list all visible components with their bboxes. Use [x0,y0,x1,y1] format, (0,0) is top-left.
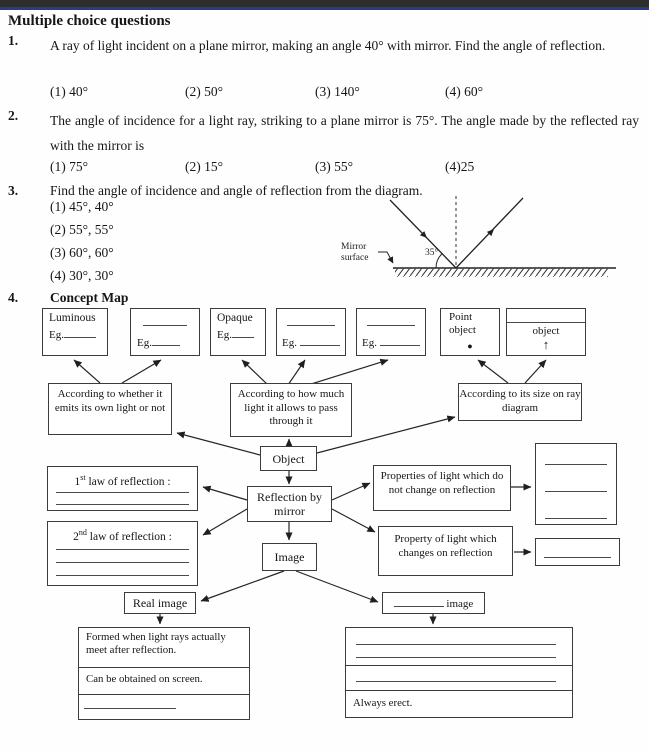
fill-in-line [356,681,556,682]
fill-in-line [545,464,607,465]
option: (4) 60° [445,84,484,99]
object-node: Object [260,446,317,471]
angle-label: 35° [425,248,439,258]
law-number: 1 [74,475,81,488]
mirror-surface-label: surface [341,253,369,263]
law-number: 2 [73,530,79,543]
second-law-box [47,521,198,586]
real-image-note: Formed when light rays actually meet after reflection. [78,627,250,668]
fill-in-line [143,325,187,326]
fill-in-line [367,325,415,326]
criterion-box-own-light: According to whether it emits its own light or not [48,383,172,435]
eg-label: Eg. [49,329,64,341]
virtual-image-note: Always erect. [345,691,573,718]
fill-in-line [507,322,585,323]
reflection-by-mirror-node: Reflection by mirror [247,486,332,522]
option: (4)25 [445,159,475,174]
box-title: Opaque [217,312,253,324]
option: (2) 50° [185,84,224,99]
law-label: law of reflection : [85,475,171,488]
fill-in-line [84,708,176,709]
fill-in-line [544,557,611,558]
concept-map [0,303,649,753]
fill-in-line [56,562,189,563]
classification-box-point-object [440,308,500,356]
eg-label: Eg. [137,337,152,349]
law-label: law of reflection : [86,530,172,543]
mirror-surface-label: Mirror [341,242,367,252]
fill-in-blank [152,336,180,346]
option: (2) 55°, 55° [50,222,114,237]
first-law-box [47,466,198,511]
fill-in-line [545,491,607,492]
real-image-facts [78,627,250,720]
label-pointer [378,252,393,263]
law-ordinal: nd [78,528,87,537]
real-image-blank-row [78,695,250,720]
classification-box-blank-3 [356,308,426,356]
box-title: Luminous [49,312,96,324]
question-text: The angle of incidence for a light ray, striking to a plane mirror is 75°. The angle made by the reflected ray with the mirror is [50,113,639,153]
options-row [50,84,639,108]
fill-in-line [356,644,556,645]
options-row [50,159,639,183]
option: (1) 75° [50,159,89,174]
fill-in-blank [232,328,254,338]
question-text: A ray of light incident on a plane mirror, making an angle 40° with mirror. Find the angle of reflection. [50,38,606,53]
criterion-box-size: According to its size on ray diagram [458,383,582,421]
eg-label: Eg. [362,337,377,349]
changed-answer-box [535,538,620,566]
classification-box-blank-1 [130,308,200,356]
classification-box-extended-object [506,308,586,356]
virtual-image-facts [345,627,573,718]
fill-in-blank [380,336,420,346]
real-image-node: Real image [124,592,196,614]
fill-in-blank [64,328,96,338]
option: (3) 55° [315,159,354,174]
box-title: Point object [449,311,476,336]
unchanged-answers-box [535,443,617,525]
fill-in-blank [300,336,340,346]
blank-image-node [382,592,485,614]
fill-in-line [545,518,607,519]
fill-in-blank [394,597,444,607]
point-object-dot: ● [467,341,473,351]
fill-in-line [356,657,556,658]
ray-diagram-svg [338,188,626,290]
question-number: 2. [8,108,19,123]
image-node: Image [262,543,317,571]
properties-unchanged-box: Properties of light which do not change on reflection [373,465,511,511]
box-title: object [532,325,560,337]
question-number: 3. [8,183,19,198]
question-number: 1. [8,33,19,48]
fill-in-line [56,504,189,505]
classification-box-blank-2 [276,308,346,356]
law-ordinal: st [80,473,86,482]
fill-in-line [56,575,189,576]
eg-label: Eg. [282,337,297,349]
up-arrow-symbol: ↑ [542,337,550,352]
option: (4) 30°, 30° [50,268,114,283]
virtual-image-blank-row [345,666,573,691]
classification-box-luminous [42,308,108,356]
option: (3) 60°, 60° [50,245,114,260]
fill-in-line [287,325,335,326]
option: (1) 40° [50,84,89,99]
question-number: 4. [8,290,19,305]
q3-ray-diagram [338,188,626,290]
option: (3) 140° [315,84,360,99]
image-word: image [446,598,474,610]
page-divider-bar [0,0,649,10]
eg-label: Eg. [217,329,232,341]
property-changed-box: Property of light which changes on reflection [378,526,513,576]
fill-in-line [56,549,189,550]
real-image-note: Can be obtained on screen. [78,668,250,695]
fill-in-line [56,492,189,493]
question-text: Find the angle of incidence and angle of reflection from the diagram. [50,183,423,198]
classification-box-opaque [210,308,266,356]
virtual-image-blank-row [345,627,573,666]
concept-map-title: Concept Map [50,290,129,305]
option: (1) 45°, 40° [50,199,114,214]
section-title: Multiple choice questions [8,13,171,29]
option: (2) 15° [185,159,224,174]
criterion-box-light-through: According to how much light it allows to pass through it [230,383,352,437]
mirror-hatching [395,269,608,277]
